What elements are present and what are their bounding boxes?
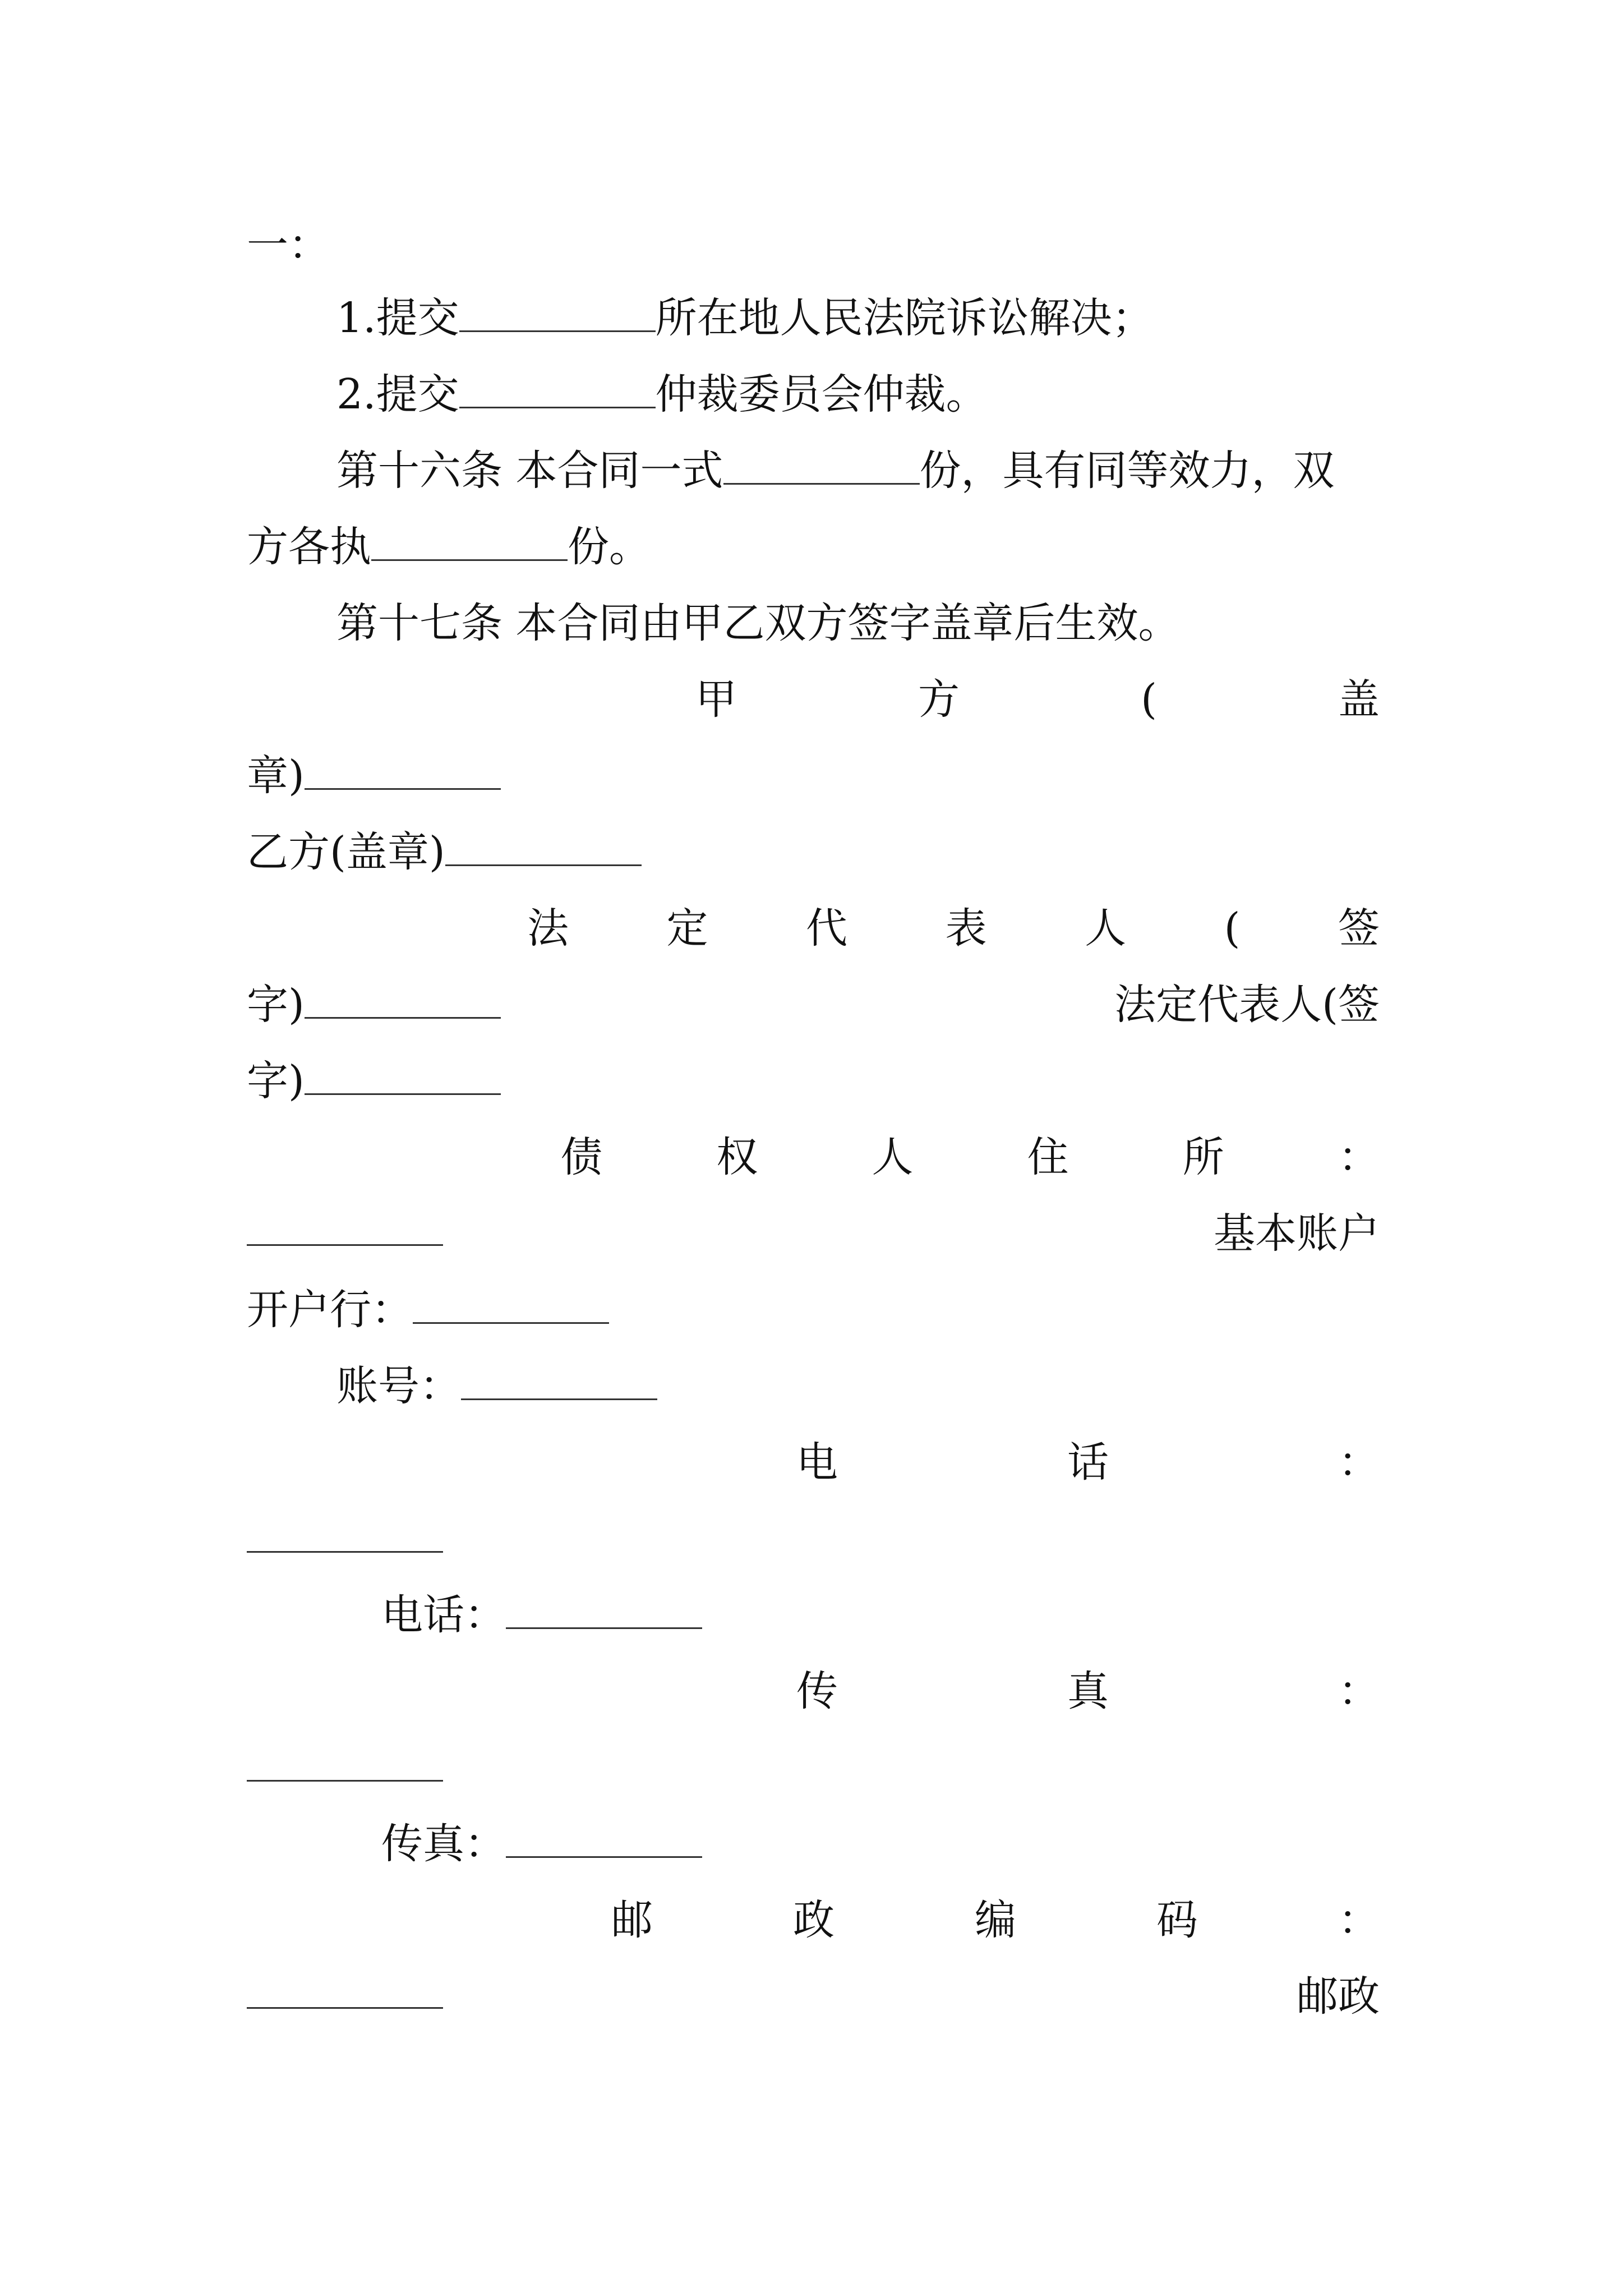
text-line [247,592,1380,654]
text-line [247,1584,1380,1646]
char: 话 [1067,1438,1109,1487]
text: 方各执 [247,523,371,571]
text-line [247,1966,1380,2027]
text-line [247,1813,1380,1875]
text: 仲裁委员会仲裁。 [655,370,988,418]
char: 所 [1182,1133,1224,1181]
char: ： [1338,1667,1380,1715]
char: 政 [793,1896,834,1944]
text-line [247,745,1380,807]
text-line-spread [247,669,1380,730]
text: 法定代表人(签 [1114,981,1380,1029]
fill-in-blank [247,1203,443,1246]
text: 开户行： [247,1286,413,1334]
text-line [247,440,1380,501]
char: 代 [806,904,848,953]
text: 份，具有同等效力，双 [919,447,1335,495]
text-line [247,1279,1380,1341]
text-line [247,821,1380,883]
text-line [247,1050,1380,1112]
fill-in-blank [247,1966,443,2009]
text-line [247,364,1380,425]
text: 章) [247,752,305,800]
char: 邮 [611,1896,653,1944]
char: 住 [1027,1133,1069,1181]
char: 人 [872,1133,914,1181]
text: 字) [247,1057,305,1105]
char: 编 [975,1896,1016,1944]
text: 第十六条 本合同一式 [336,447,723,495]
text: 乙方(盖章) [247,828,445,876]
text-line [247,1508,1380,1570]
fill-in-blank [459,289,656,332]
text-line [247,974,1380,1036]
char: 传 [796,1667,838,1715]
text-line-spread [247,1660,1380,1722]
char: ( [1224,904,1241,953]
fill-in-blank [413,1281,609,1324]
text: 邮政 [1297,1972,1380,2021]
char: 甲 [695,675,737,724]
char: 债 [561,1133,602,1181]
fill-in-blank [445,823,642,866]
char: 电 [796,1438,838,1487]
fill-in-blank [247,1738,443,1782]
text-line [247,516,1380,578]
char: 权 [716,1133,758,1181]
fill-in-blank [305,976,501,1019]
char: 人 [1085,904,1127,953]
text-line-spread [247,1889,1380,1951]
text: 所在地人民法院诉讼解决； [655,294,1154,342]
fill-in-blank [723,441,920,485]
fill-in-blank [371,518,568,561]
text: 第十七条 本合同由甲乙双方签字盖章后生效。 [336,599,1180,647]
text-line-spread [247,898,1380,959]
text: 1.提交 [336,294,459,342]
char: 方 [918,675,960,724]
char: ： [1338,1133,1380,1181]
text: 份。 [568,523,651,571]
text: 一： [247,221,330,269]
char: 定 [666,904,708,953]
fill-in-blank [305,747,501,790]
char: 码 [1156,1896,1198,1944]
text-line-spread [247,1126,1380,1188]
char: 法 [527,904,569,953]
fill-in-blank [305,1052,501,1095]
text-line-spread [247,1432,1380,1493]
fill-in-blank [247,1510,443,1553]
fill-in-blank [459,365,656,408]
text: 电话： [381,1591,506,1639]
text-line [247,1203,1380,1264]
char: 签 [1338,904,1380,953]
text: 2.提交 [336,370,459,418]
text: 字) [247,981,305,1029]
char: 盖 [1338,675,1380,724]
fill-in-blank [506,1815,702,1858]
text-line [247,1737,1380,1798]
char: 真 [1067,1667,1109,1715]
char: 表 [945,904,987,953]
text-line [247,214,1380,276]
fill-in-blank [506,1586,702,1629]
char: ： [1338,1438,1380,1487]
text: 基本账户 [1214,1209,1380,1258]
text-line [247,1355,1380,1417]
char: ( [1141,675,1157,724]
text: 传真： [381,1820,506,1868]
text: 账号： [336,1362,461,1410]
char: ： [1338,1896,1380,1944]
fill-in-blank [461,1357,657,1400]
text-line [247,287,1380,349]
